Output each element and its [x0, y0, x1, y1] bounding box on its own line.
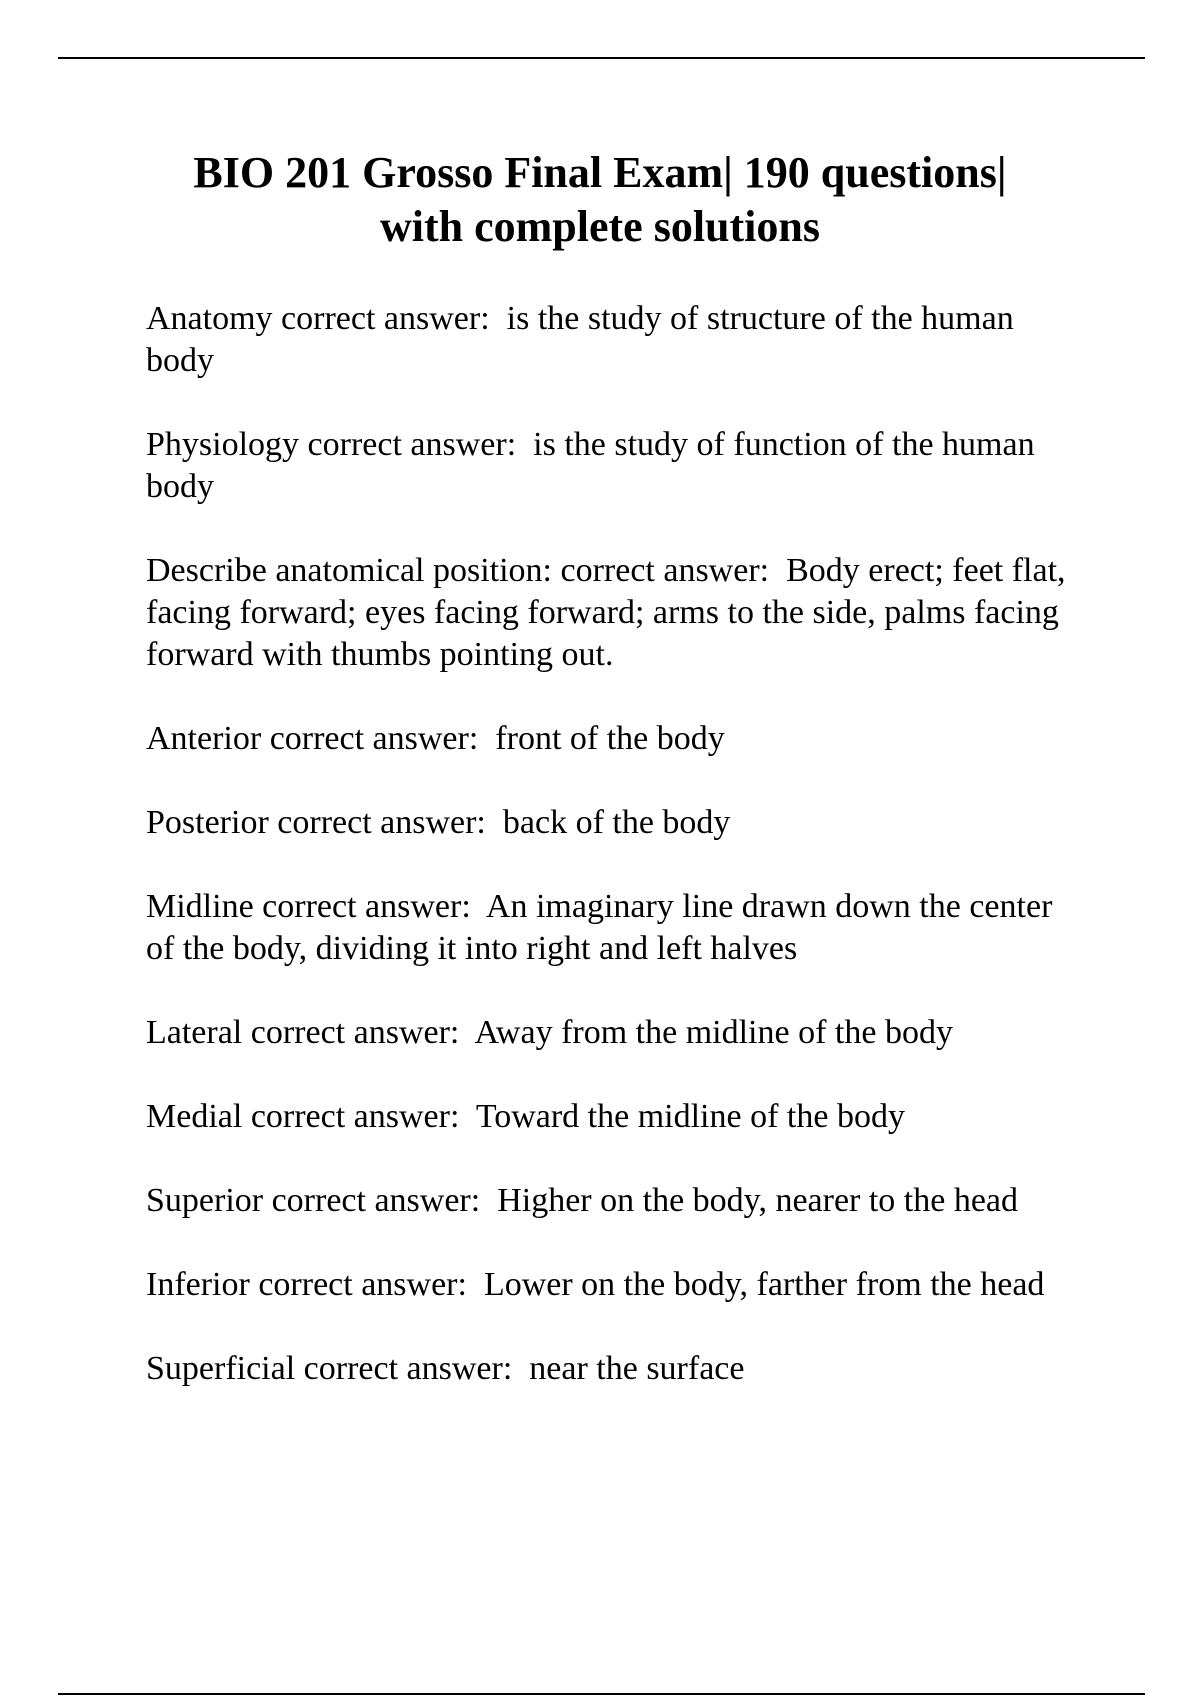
entry-answer: is the study of structure of the human body — [146, 300, 1014, 379]
entry-answer: Lower on the body, farther from the head — [483, 1266, 1045, 1303]
entry-answer-label: correct answer: — [258, 1266, 467, 1303]
entry-answer: An imaginary line drawn down the center of the body, dividing it into right and left halves — [146, 888, 1053, 967]
header-rule — [58, 57, 1145, 59]
entry-answer: back of the body — [502, 804, 731, 841]
entry-term: Superior — [146, 1182, 264, 1219]
entry-answer: near the surface — [529, 1350, 745, 1387]
entry-term: Medial — [146, 1098, 243, 1135]
entry-answer: Body erect; feet flat, facing forward; eyes facing forward; arms to the side, palms facing forward with thumbs pointing out. — [146, 552, 1066, 673]
qa-entry-anatomy — [146, 298, 1086, 382]
title-line-2: with complete solutions — [380, 202, 820, 251]
entry-answer-label: correct answer: — [262, 888, 471, 925]
entry-term: Posterior — [146, 804, 269, 841]
entry-answer-label: correct answer: — [307, 426, 517, 463]
entry-answer-label: correct answer: — [281, 300, 490, 337]
entry-answer-label: correct answer: — [250, 1014, 460, 1051]
entry-term: Describe anatomical position: — [146, 552, 552, 589]
title-line-1: BIO 201 Grosso Final Exam| 190 questions| — [193, 148, 1007, 197]
qa-entry-physiology — [146, 424, 1086, 508]
entry-answer-label: correct answer: — [560, 552, 770, 589]
qa-list — [146, 298, 1086, 1432]
entry-term: Superficial — [146, 1350, 296, 1387]
entry-answer: Toward the midline of the body — [475, 1098, 905, 1135]
entry-answer: Away from the midline of the body — [474, 1014, 953, 1051]
entry-answer: front of the body — [495, 720, 725, 757]
entry-answer-label: correct answer: — [271, 1182, 481, 1219]
entry-term: Lateral — [146, 1014, 243, 1051]
qa-entry-lateral — [146, 1012, 1086, 1054]
qa-entry-inferior — [146, 1264, 1086, 1306]
entry-term: Midline — [146, 888, 254, 925]
entry-term: Anatomy — [146, 300, 273, 337]
entry-answer-label: correct answer: — [269, 720, 479, 757]
entry-answer-label: correct answer: — [277, 804, 486, 841]
qa-entry-midline — [146, 886, 1086, 970]
qa-entry-superior — [146, 1180, 1086, 1222]
entry-answer: Higher on the body, nearer to the head — [497, 1182, 1019, 1219]
qa-entry-medial — [146, 1096, 1086, 1138]
document-title — [0, 146, 1200, 254]
qa-entry-anterior — [146, 718, 1086, 760]
entry-answer-label: correct answer: — [250, 1098, 460, 1135]
entry-answer-label: correct answer: — [303, 1350, 513, 1387]
entry-term: Physiology — [146, 426, 300, 463]
qa-entry-anatomical-position — [146, 550, 1086, 676]
entry-term: Anterior — [146, 720, 262, 757]
entry-term: Inferior — [146, 1266, 250, 1303]
qa-entry-superficial — [146, 1348, 1086, 1390]
entry-answer: is the study of function of the human body — [146, 426, 1035, 505]
footer-rule — [58, 1693, 1145, 1695]
qa-entry-posterior — [146, 802, 1086, 844]
